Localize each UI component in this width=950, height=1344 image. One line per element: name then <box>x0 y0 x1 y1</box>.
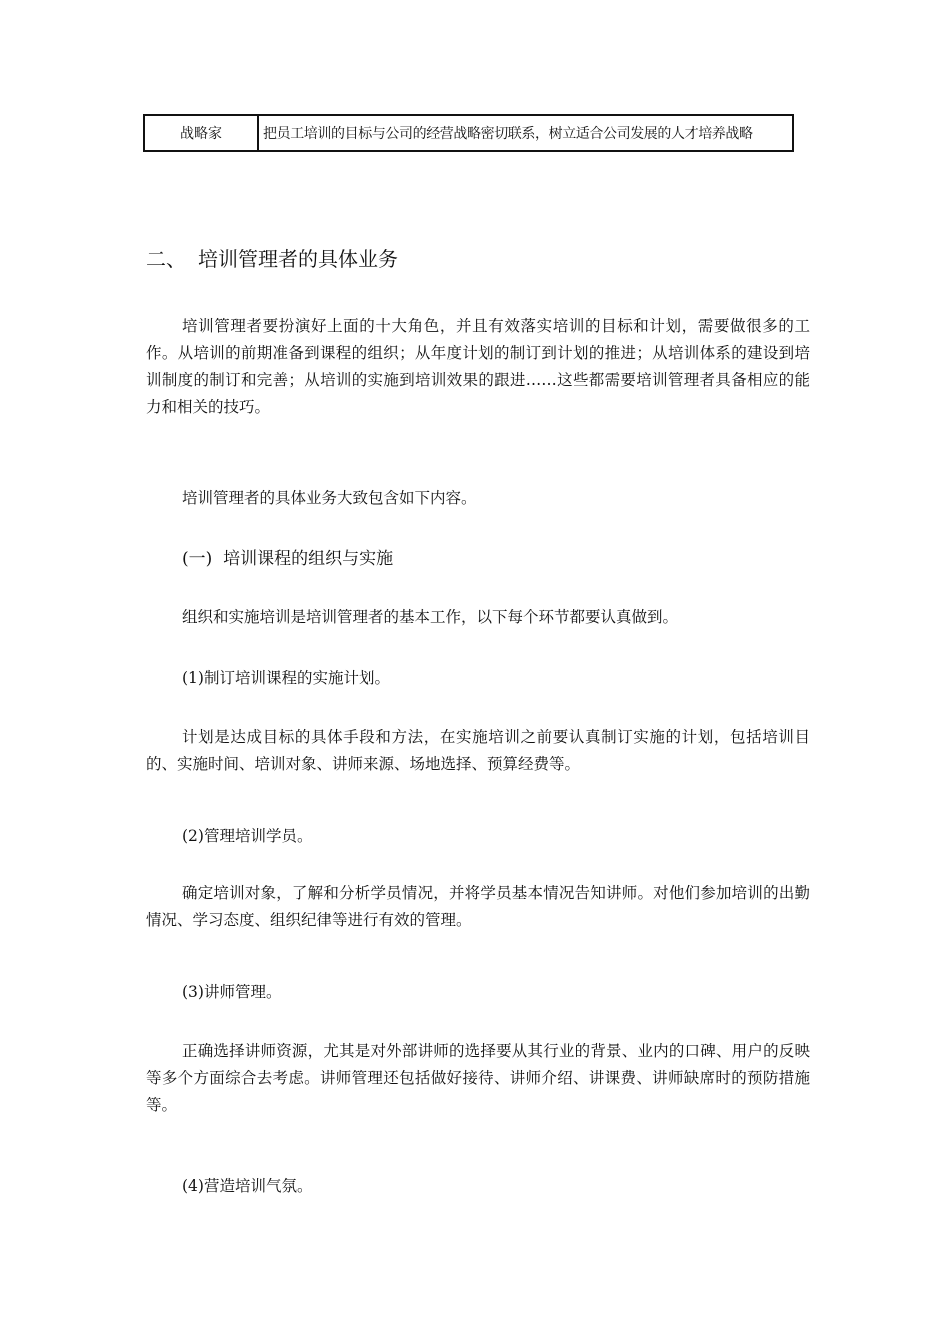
summary-line: 培训管理者的具体业务大致包含如下内容。 <box>182 489 477 507</box>
section-title: 培训管理者的具体业务 <box>198 247 398 271</box>
role-table <box>143 114 794 152</box>
item-body: 确定培训对象，了解和分析学员情况，并将学员基本情况告知讲师。对他们参加培训的出勤情况、学习态度、组织纪律等进行有效的管理。 <box>146 884 810 929</box>
role-name-cell: 战略家 <box>144 115 258 151</box>
subsection-intro: 组织和实施培训是培训管理者的基本工作，以下每个环节都要认真做到。 <box>182 608 679 626</box>
item-heading: (4)营造培训气氛。 <box>182 1177 313 1195</box>
intro-paragraph: 培训管理者要扮演好上面的十大角色，并且有效落实培训的目标和计划，需要做很多的工作。从培训的前期准备到课程的组织；从年度计划的制订到计划的推进；从培训体系的建设到培训制度的制订和完善；从培训的实施到培训效果的跟进……这些都需要培训管理者具备相应的能力和相关的技巧。 <box>146 317 810 416</box>
section-heading <box>146 243 398 272</box>
subsection-heading <box>182 544 393 569</box>
item-heading: (2)管理培训学员。 <box>182 827 313 845</box>
subsection-number: (一) <box>182 549 213 569</box>
subsection-title: 培训课程的组织与实施 <box>223 549 394 569</box>
item-body: 计划是达成目标的具体手段和方法，在实施培训之前要认真制订实施的计划，包括培训目的、实施时间、培训对象、讲师来源、场地选择、预算经费等。 <box>146 728 810 773</box>
role-description-cell: 把员工培训的目标与公司的经营战略密切联系，树立适合公司发展的人才培养战略 <box>258 115 793 151</box>
section-number: 二、 <box>146 247 186 271</box>
item-body: 正确选择讲师资源，尤其是对外部讲师的选择要从其行业的背景、业内的口碑、用户的反映等多个方面综合去考虑。讲师管理还包括做好接待、讲师介绍、讲课费、讲师缺席时的预防措施等。 <box>146 1042 810 1114</box>
table-row <box>144 115 793 151</box>
item-heading: (1)制订培训课程的实施计划。 <box>182 669 390 687</box>
item-heading: (3)讲师管理。 <box>182 983 282 1001</box>
